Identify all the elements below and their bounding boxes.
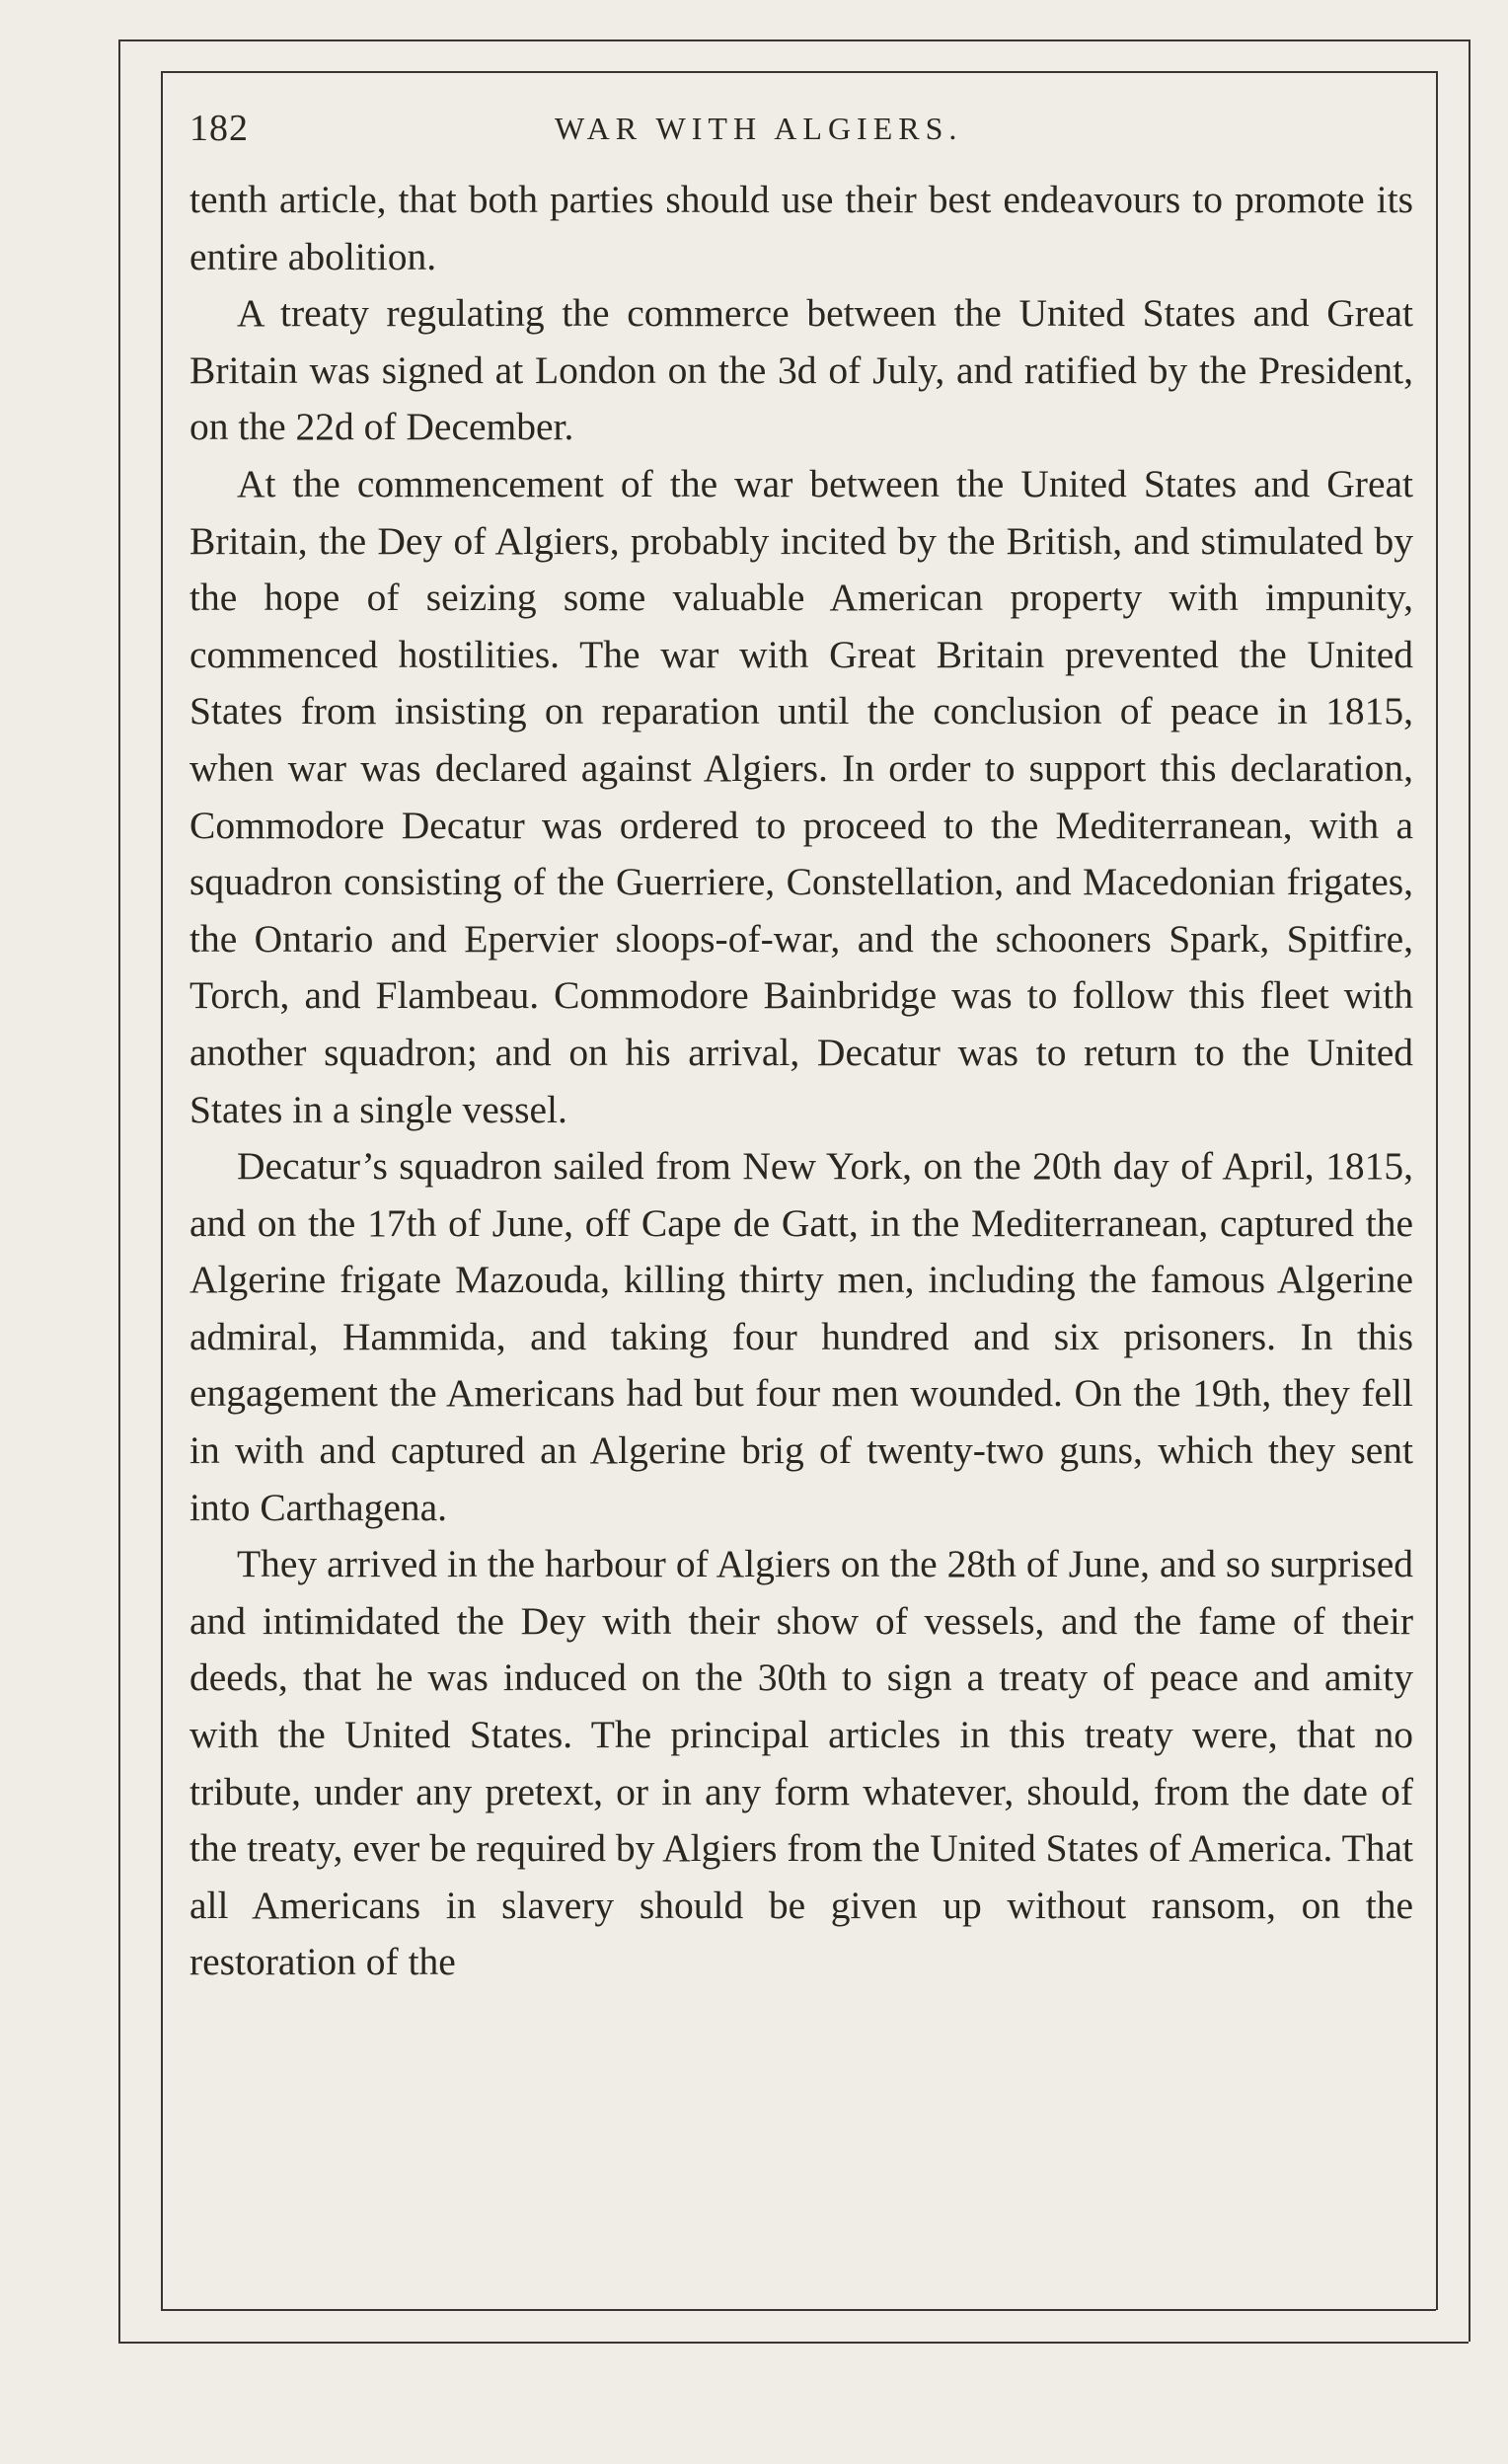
- outer-page-border-bottom: [118, 2342, 1469, 2344]
- page-header: [189, 99, 1413, 158]
- body-text: [189, 172, 1413, 1991]
- paragraph-continuation: tenth article, that both parties should use their best endeavours to promote its entire abolition.: [189, 178, 1413, 278]
- paragraph-commerce-treaty: A treaty regulating the commerce between the United States and Great Britain was signed at London on the 3d of July, and ratified by the President, on the 22d of December.: [189, 291, 1413, 449]
- paragraph-harbour-of-algiers: They arrived in the harbour of Algiers on the 28th of June, and so surprised and intimidated the Dey with their show of vessels, and the fame of their deeds, that he was induced on the 30th to sign a treaty of peace and amity with the United States. The principal articles in this treaty were, that no tribute, under any pretext, or in any form whatever, should, from the date of the treaty, ever be required by Algiers from the United States of America. That all Americans in slavery should be given up without ransom, on the restoration of the: [189, 1542, 1413, 1984]
- paragraph-war-commencement: At the commencement of the war between the United States and Great Britain, the Dey of Algiers, probably incited by the British, and stimulated by the hope of seizing some valuable American property with impunity, commenced hostilities. The war with Great Britain prevented the United States from insisting on reparation until the conclusion of peace in 1815, when war was declared against Algiers. In order to support this declaration, Commodore Decatur was ordered to proceed to the Mediterranean, with a squadron consisting of the Guerriere, Constellation, and Macedonian frigates, the Ontario and Epervier sloops-of-war, and the schooners Spark, Spitfire, Torch, and Flambeau. Commodore Bainbridge was to follow this fleet with another squadron; and on his arrival, Decatur was to return to the United States in a single vessel.: [189, 461, 1413, 1131]
- page-number: 182: [189, 108, 249, 149]
- paragraph-decatur-squadron: Decatur’s squadron sailed from New York, on the 20th day of April, 1815, and on the 17th of June, off Cape de Gatt, in the Mediterranean, captured the Algerine frigate Mazouda, killing thirty men, including the famous Algerine admiral, Hammida, and taking four hundred and six prisoners. In this engagement the Americans had but four men wounded. On the 19th, they fell in with and captured an Algerine brig of twenty-two guns, which they sent into Carthagena.: [189, 1144, 1413, 1529]
- inner-page-border-bottom: [161, 2309, 1436, 2311]
- running-head: WAR WITH ALGIERS.: [555, 111, 963, 146]
